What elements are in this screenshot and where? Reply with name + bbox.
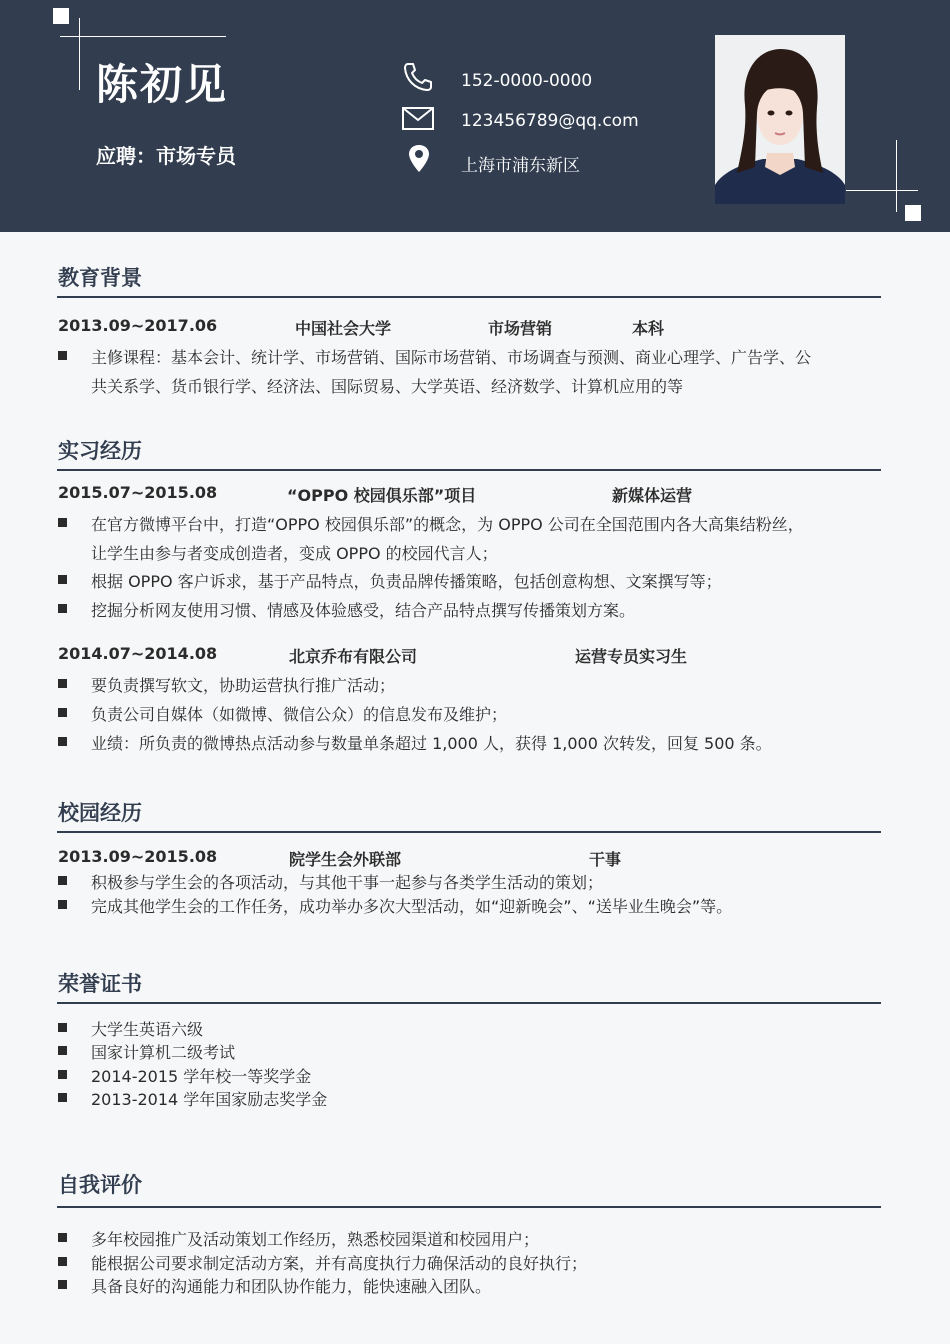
bullet-icon [58, 1023, 67, 1032]
phone-number: 152-0000-0000 [461, 71, 593, 91]
list-item: 具备良好的沟通能力和团队协作能力，能快速融入团队。 [91, 1277, 492, 1296]
bullet-icon [58, 604, 67, 613]
education-major: 市场营销 [488, 319, 553, 338]
list-item: 2013-2014 学年国家励志奖学金 [91, 1090, 328, 1109]
list-item: 能根据公司要求制定活动方案，并有高度执行力确保活动的良好执行； [91, 1254, 588, 1273]
home-address: 上海市浦东新区 [461, 156, 580, 176]
list-item: 挖掘分析网友使用习惯、情感及体验感受，结合产品特点撰写传播策划方案。 [91, 601, 636, 620]
education-courses: 主修课程：基本会计、统计学、市场营销、国际市场营销、市场调查与预测、商业心理学、广告学、公 [91, 348, 812, 367]
section-title-honors: 荣誉证书 [58, 972, 142, 996]
bullet-icon [58, 737, 67, 746]
list-item: 国家计算机二级考试 [91, 1043, 236, 1062]
mail-icon [400, 103, 436, 135]
bullet-icon [58, 1233, 67, 1242]
decor-line [896, 140, 897, 212]
internship-org: “OPPO 校园俱乐部”项目 [287, 486, 477, 505]
job-target: 应聘：市场专员 [96, 144, 236, 168]
section-divider [57, 296, 881, 298]
decor-line [60, 36, 226, 37]
decor-square [53, 8, 69, 24]
campus-org: 院学生会外联部 [289, 850, 402, 869]
internship-role: 运营专员实习生 [575, 647, 688, 666]
section-divider [57, 1002, 881, 1004]
internship-org: 北京乔布有限公司 [289, 647, 418, 666]
decor-line [846, 190, 918, 191]
resume-header [0, 0, 950, 232]
bullet-icon [58, 900, 67, 909]
internship-period: 2015.07~2015.08 [58, 483, 218, 502]
decor-line [79, 18, 80, 90]
list-item: 要负责撰写软文，协助运营执行推广活动； [91, 676, 396, 695]
location-pin-icon [400, 143, 436, 175]
section-title-campus: 校园经历 [58, 801, 142, 825]
list-item: 大学生英语六级 [91, 1020, 204, 1039]
section-title-education: 教育背景 [58, 266, 142, 290]
bullet-icon [58, 518, 67, 527]
list-item: 业绩：所负责的微博热点活动参与数量单条超过 1,000 人，获得 1,000 次转发，回复 500 条。 [91, 734, 772, 753]
campus-period: 2013.09~2015.08 [58, 847, 218, 866]
bullet-icon [58, 679, 67, 688]
section-divider [57, 469, 881, 471]
education-school: 中国社会大学 [295, 319, 392, 338]
list-item-cont: 让学生由参与者变成创造者，变成 OPPO 的校园代言人； [91, 544, 498, 563]
list-item: 在官方微博平台中，打造“OPPO 校园俱乐部”的概念，为 OPPO 公司在全国范围内各大高集结粉丝， [91, 515, 804, 534]
bullet-icon [58, 575, 67, 584]
list-item: 根据 OPPO 客户诉求，基于产品特点，负责品牌传播策略，包括创意构想、文案撰写等； [91, 572, 722, 591]
list-item: 负责公司自媒体（如微博、微信公众）的信息发布及维护； [91, 705, 508, 724]
list-item: 积极参与学生会的各项活动，与其他干事一起参与各类学生活动的策划； [91, 873, 604, 892]
list-item: 完成其他学生会的工作任务，成功举办多次大型活动，如“迎新晚会”、“送毕业生晚会”等。 [91, 897, 733, 916]
bullet-icon [58, 1093, 67, 1102]
section-title-self-evaluation: 自我评价 [58, 1173, 142, 1197]
education-period: 2013.09~2017.06 [58, 316, 218, 335]
profile-photo [715, 35, 845, 204]
bullet-icon [58, 708, 67, 717]
list-item: 2014-2015 学年校一等奖学金 [91, 1067, 312, 1086]
bullet-icon [58, 1046, 67, 1055]
bullet-icon [58, 1280, 67, 1289]
section-title-internship: 实习经历 [58, 439, 142, 463]
section-divider [57, 1206, 881, 1208]
phone-icon [400, 60, 436, 92]
bullet-icon [58, 1070, 67, 1079]
campus-role: 干事 [589, 850, 622, 869]
decor-square [905, 205, 921, 221]
list-item: 多年校园推广及活动策划工作经历，熟悉校园渠道和校园用户； [91, 1230, 540, 1249]
email-address: 123456789@qq.com [461, 111, 639, 131]
section-divider [57, 831, 881, 833]
education-courses-cont: 共关系学、货币银行学、经济法、国际贸易、大学英语、经济数学、计算机应用的等 [91, 377, 684, 396]
bullet-icon [58, 1257, 67, 1266]
internship-role: 新媒体运营 [612, 486, 693, 505]
bullet-icon [58, 351, 67, 360]
education-degree: 本科 [632, 319, 665, 338]
candidate-name: 陈初见 [96, 60, 229, 109]
bullet-icon [58, 876, 67, 885]
internship-period: 2014.07~2014.08 [58, 644, 218, 663]
